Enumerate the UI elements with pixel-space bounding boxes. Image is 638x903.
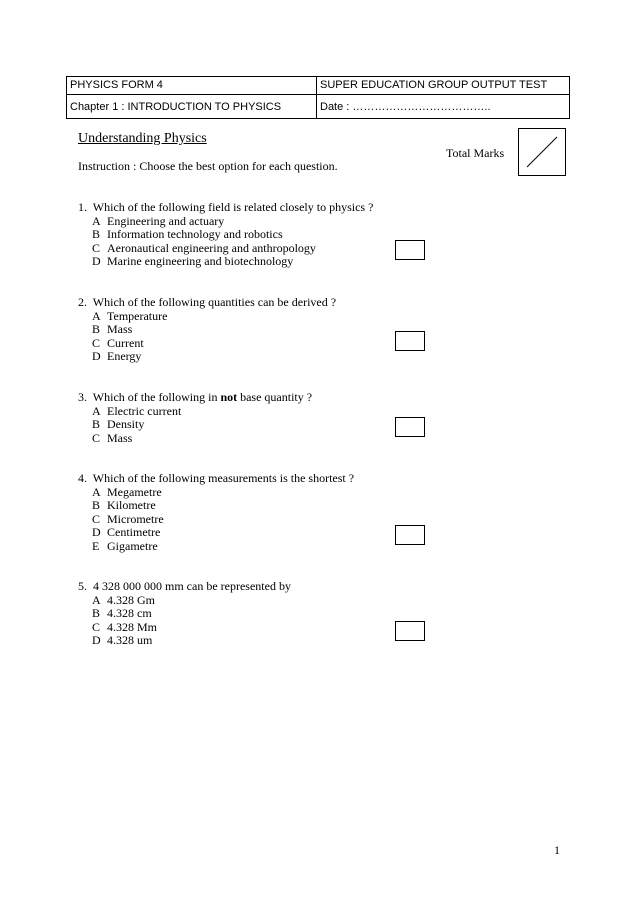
option-letter: A bbox=[92, 484, 101, 499]
question-text: base quantity ? bbox=[237, 390, 313, 404]
chapter-label: Chapter 1 : INTRODUCTION TO PHYSICS bbox=[70, 101, 282, 113]
option-text: Energy bbox=[107, 349, 142, 363]
slash-mark bbox=[519, 129, 565, 175]
option-b bbox=[78, 607, 291, 621]
option-text: Current bbox=[107, 335, 144, 350]
option-b bbox=[78, 323, 336, 337]
option-letter: A bbox=[92, 213, 101, 228]
option-text: Gigametre bbox=[107, 538, 158, 553]
option-text: Centimetre bbox=[107, 525, 161, 539]
question-number: 2. bbox=[78, 295, 87, 309]
option-text: 4.328 Mm bbox=[107, 619, 158, 634]
question-text: 4 328 000 000 mm can be represented by bbox=[93, 579, 291, 593]
answer-box-4[interactable] bbox=[395, 525, 425, 545]
question-text: Which of the following measurements is the shortest ? bbox=[92, 471, 355, 485]
option-d bbox=[78, 350, 336, 364]
option-d bbox=[78, 526, 354, 540]
option-letter: C bbox=[92, 430, 101, 445]
question-4 bbox=[78, 472, 354, 553]
option-d bbox=[78, 255, 373, 269]
option-letter: B bbox=[92, 498, 101, 512]
question-text: Which of the following quantities can be derived ? bbox=[92, 295, 337, 309]
test-name-label: SUPER EDUCATION GROUP OUTPUT TEST bbox=[320, 79, 548, 91]
question-emphasis: not bbox=[220, 390, 238, 404]
option-b bbox=[78, 418, 312, 432]
question-number: 5. bbox=[78, 579, 87, 593]
option-c bbox=[78, 513, 354, 527]
page-number: 1 bbox=[554, 843, 560, 857]
option-letter: D bbox=[92, 525, 101, 539]
option-c bbox=[78, 242, 373, 256]
option-text: Electric current bbox=[107, 403, 182, 418]
option-e bbox=[78, 540, 354, 554]
question-stem bbox=[78, 391, 312, 405]
option-letter: B bbox=[92, 227, 101, 241]
instruction-text: Instruction : Choose the best option for each question. bbox=[78, 159, 338, 173]
option-text: Temperature bbox=[107, 308, 168, 323]
question-number: 4. bbox=[78, 471, 87, 485]
question-number: 3. bbox=[78, 390, 87, 404]
question-text: Which of the following field is related closely to physics ? bbox=[92, 200, 374, 214]
question-3 bbox=[78, 391, 312, 445]
total-marks-label: Total Marks bbox=[446, 146, 505, 160]
question-text: Which of the following in bbox=[92, 390, 221, 404]
answer-box-2[interactable] bbox=[395, 331, 425, 351]
option-c bbox=[78, 432, 312, 446]
header-table bbox=[66, 76, 570, 119]
header-divider-vertical bbox=[316, 77, 317, 118]
total-marks-box bbox=[518, 128, 566, 176]
option-letter: D bbox=[92, 254, 101, 268]
option-text: Mass bbox=[107, 322, 133, 336]
option-letter: C bbox=[92, 619, 101, 634]
answer-box-5[interactable] bbox=[395, 621, 425, 641]
option-text: Density bbox=[107, 417, 145, 431]
question-1 bbox=[78, 201, 373, 269]
option-text: Engineering and actuary bbox=[107, 213, 225, 228]
date-field: Date : ……………………………….. bbox=[320, 101, 491, 113]
option-a bbox=[78, 486, 354, 500]
option-c bbox=[78, 337, 336, 351]
option-text: Aeronautical engineering and anthropology bbox=[107, 240, 316, 255]
option-a bbox=[78, 310, 336, 324]
option-text: 4.328 Gm bbox=[107, 592, 155, 607]
answer-box-3[interactable] bbox=[395, 417, 425, 437]
option-letter: A bbox=[92, 403, 101, 418]
option-letter: C bbox=[92, 335, 101, 350]
option-text: Micrometre bbox=[107, 511, 164, 526]
option-a bbox=[78, 594, 291, 608]
question-stem bbox=[78, 201, 373, 215]
option-letter: A bbox=[92, 308, 101, 323]
option-b bbox=[78, 228, 373, 242]
option-letter: D bbox=[92, 633, 101, 647]
option-text: Information technology and robotics bbox=[107, 227, 283, 241]
question-2 bbox=[78, 296, 336, 364]
option-text: 4.328 cm bbox=[107, 606, 152, 620]
option-text: Marine engineering and biotechnology bbox=[107, 254, 294, 268]
option-text: Mass bbox=[107, 430, 133, 445]
option-d bbox=[78, 634, 291, 648]
option-c bbox=[78, 621, 291, 635]
header-divider-horizontal bbox=[67, 94, 569, 95]
question-stem bbox=[78, 296, 336, 310]
subject-label: PHYSICS FORM 4 bbox=[70, 79, 163, 91]
section-title: Understanding Physics bbox=[78, 131, 207, 146]
option-letter: C bbox=[92, 240, 101, 255]
option-letter: C bbox=[92, 511, 101, 526]
option-letter: B bbox=[92, 606, 101, 620]
option-b bbox=[78, 499, 354, 513]
answer-box-1[interactable] bbox=[395, 240, 425, 260]
question-stem bbox=[78, 472, 354, 486]
question-stem bbox=[78, 580, 291, 594]
option-text: 4.328 um bbox=[107, 633, 153, 647]
question-5 bbox=[78, 580, 291, 648]
option-letter: E bbox=[92, 538, 100, 553]
option-text: Megametre bbox=[107, 484, 162, 499]
option-a bbox=[78, 405, 312, 419]
option-text: Kilometre bbox=[107, 498, 156, 512]
option-letter: B bbox=[92, 322, 101, 336]
option-a bbox=[78, 215, 373, 229]
option-letter: A bbox=[92, 592, 101, 607]
question-number: 1. bbox=[78, 200, 87, 214]
option-letter: D bbox=[92, 349, 101, 363]
option-letter: B bbox=[92, 417, 101, 431]
